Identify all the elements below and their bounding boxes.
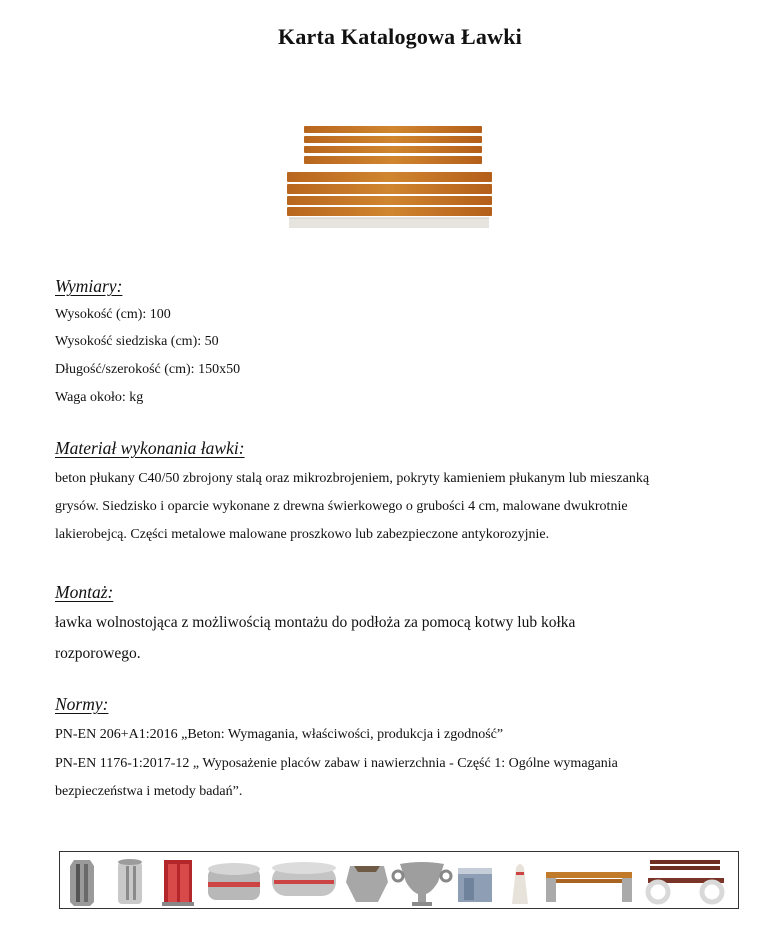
page-title: Karta Katalogowa Ławki [278, 24, 522, 49]
dimension-line: Długość/szerokość (cm): 150x50 [55, 362, 241, 377]
assembly-line: ławka wolnostojąca z możliwością montażu do podłoża za pomocą kotwy lub kołka [55, 614, 576, 631]
dimensions-heading: Wymiary: [55, 276, 123, 296]
dimension-line: Wysokość siedziska (cm): 50 [55, 334, 219, 349]
hexagonal-planter-icon [346, 866, 388, 902]
red-double-bin-icon [162, 860, 194, 906]
material-line: beton płukany C40/50 zbrojony stalą oraz mikrozbrojeniem, pokryty kamieniem płukanym lub mieszanką [55, 471, 650, 486]
norm-line: PN-EN 1176-1:2017-12 „ Wyposażenie placów zabaw i nawierzchnia - Część 1: Ogólne wymagania [55, 756, 618, 771]
backless-bench-icon [546, 872, 632, 902]
norm-line: bezpieczeństwa i metody badań”. [55, 784, 243, 799]
round-planter-icon [208, 863, 260, 900]
square-planter-icon [458, 868, 492, 902]
urn-planter-icon [393, 862, 451, 906]
assembly-heading: Montaż: [55, 582, 114, 602]
material-line: grysów. Siedzisko i oparcie wykonane z drewna świerkowego o grubości 4 cm, malowane dwukrotnie [55, 499, 628, 514]
norms-heading: Normy: [55, 694, 109, 714]
assembly-line: rozporowego. [55, 645, 141, 662]
octagonal-bin-icon [70, 860, 94, 906]
material-heading: Materiał wykonania ławki: [55, 438, 245, 458]
wooden-bench-image [284, 122, 494, 232]
park-bench-icon [648, 860, 724, 902]
material-line: lakierobejcą. Części metalowe malowane proszkowo lub zabezpieczone antykorozyjnie. [55, 527, 550, 542]
round-bin-icon [118, 859, 142, 904]
product-strip [59, 851, 739, 909]
dimension-line: Wysokość (cm): 100 [55, 307, 171, 322]
dimension-line: Waga około: kg [55, 390, 144, 405]
norm-line: PN-EN 206+A1:2016 „Beton: Wymagania, właściwości, produkcja i zgodność” [55, 727, 504, 742]
bollard-icon [512, 864, 528, 904]
oval-planter-icon [272, 862, 336, 896]
